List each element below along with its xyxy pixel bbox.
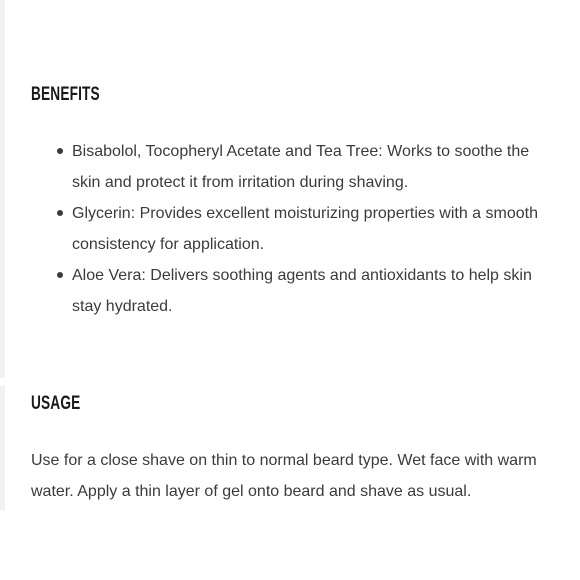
benefit-text: Glycerin: Provides excellent moisturizing properties with a smooth consistency for application. [72,205,538,253]
section-divider-usage [0,386,5,510]
section-divider-benefits [0,0,5,378]
benefits-heading: BENEFITS [31,84,100,105]
benefit-item-aloe-vera [72,260,562,322]
benefit-item-glycerin [72,198,562,260]
bullet-icon [57,272,63,278]
bullet-icon [57,210,63,216]
benefit-text: Aloe Vera: Delivers soothing agents and antioxidants to help skin stay hydrated. [72,267,532,315]
benefits-list [72,136,562,322]
usage-text: Use for a close shave on thin to normal beard type. Wet face with warm water. Apply a thin layer of gel onto beard and shave as usual. [31,452,537,500]
usage-heading: USAGE [31,393,81,414]
bullet-icon [57,148,63,154]
benefit-text: Bisabolol, Tocopheryl Acetate and Tea Tree: Works to soothe the skin and protect it from irritation during shaving. [72,143,530,191]
benefit-item-bisabolol [72,136,562,198]
